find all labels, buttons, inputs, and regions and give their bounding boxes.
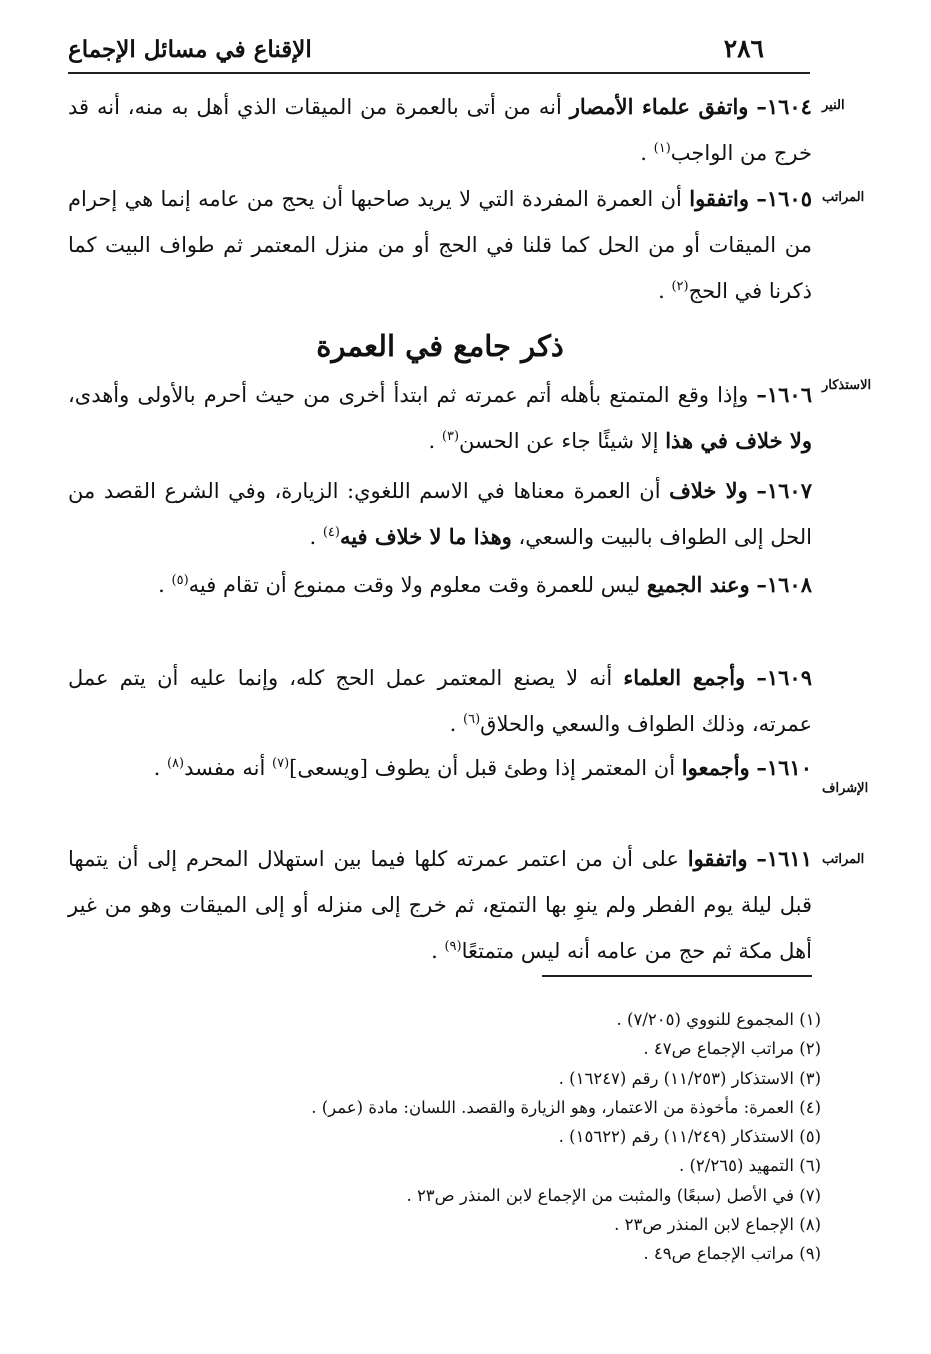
entry-text: أن العمرة المفردة التي لا يريد صاحبها أن يحج من عامه إنما هي إحرام من الميقات أو من الحل كما قلنا في الحج أو من منزل المعتمر ثم طواف البيت كما ذكرنا في الحج [68,187,812,303]
footnote-ref: (٨) [166,756,185,771]
footnote: (٦) التمهيد (٢/٢٦٥) . [678,1156,821,1176]
entry-number: ١٦١٠– [756,755,812,780]
entry-number: ١٦٠٧– [756,478,812,503]
footnote-ref: (١) [653,141,671,156]
footnote-ref: (٩) [444,939,462,954]
footnotes [121,1005,821,1269]
entry-text: أنه لا يصنع المعتمر عمل الحج كله، وإنما عليه أن يتم عمل عمرته، وذلك الطواف والسعي والحلاق [68,666,812,736]
entry-key-phrase: واتفقوا [687,846,748,871]
footnote: (٨) الإجماع لابن المنذر ص٢٣ . [614,1215,821,1235]
entry-text: أن المعتمر إذا وطئ قبل أن يطوف [ويسعى] [289,756,676,780]
section-title: ذكر جامع في العمرة [316,329,564,363]
footnote-ref: (٤) [322,525,340,540]
footnote: (١) المجموع للنووي (٧/٢٠٥) . [616,1010,821,1029]
entry-tail: . [428,429,436,453]
entry-text: وإذا وقع المتمتع بأهله أتم عمرته ثم ابتدأ أخرى من حيث أحرم بالأولى وأهدى، [68,383,749,407]
footnote-ref: (٦) [463,712,481,727]
margin-source-label: المراتب [822,190,865,205]
entry-key-phrase: واتفقوا [689,186,749,211]
ijma-entry [68,176,812,314]
footnote-ref: (٧) [272,756,290,771]
ijma-entry [68,745,812,791]
entry-key-phrase: وهذا ما لا خلاف فيه [339,524,512,549]
entry-tail: . [658,279,665,303]
footnote: (٢) مراتب الإجماع ص٤٧ . [643,1039,821,1059]
footnote: (٩) مراتب الإجماع ص٤٩ . [643,1244,821,1264]
ijma-entry [68,372,812,464]
footnote: (٤) العمرة: مأخوذة من الاعتمار، وهو الزيارة والقصد. اللسان: مادة (عمر) . [311,1097,821,1117]
entry-key-phrase: وأجمع العلماء [623,665,746,690]
entry-number: ١٦٠٨– [756,572,812,597]
entry-tail: . [449,712,457,736]
ijma-entry [68,836,812,974]
ijma-entry [68,655,812,747]
entry-number: ١٦١١– [756,846,812,871]
entry-tail: . [431,939,438,963]
entry-key-phrase: ولا خلاف في هذا [665,428,812,453]
entry-text: أنه مفسد [184,756,266,780]
entry-key-phrase: وأجمعوا [681,755,750,780]
margin-source-label: الإشراف [822,781,869,796]
entry-tail: . [309,525,317,549]
entry-key-phrase: ولا خلاف [669,478,748,503]
ijma-entry [68,468,812,560]
entry-number: ١٦٠٥– [756,186,812,211]
ijma-entry [68,84,812,176]
entry-text: أنه من أتى بالعمرة من الميقات الذي أهل به منه، أنه قد خرج من الواجب [68,95,812,165]
entry-text: إلا شيئًا جاء عن الحسن [459,429,659,453]
entry-key-phrase: واتفق علماء الأمصار [569,94,749,119]
footnote-ref: (٥) [171,573,189,588]
footnote: (٥) الاستذكار (١١/٢٤٩) رقم (١٥٦٢٢) . [558,1127,821,1147]
footnote-ref: (٢) [671,279,689,294]
footnote-ref: (٣) [441,429,460,444]
entry-number: ١٦٠٦– [756,382,812,407]
page-header [68,32,810,74]
entry-text: أن العمرة معناها في الاسم اللغوي: الزيارة، وفي الشرع القصد من الحل إلى الطواف بالبيت والسعي، [68,479,812,549]
margin-source-label: النير [822,98,845,113]
footnote: (٧) في الأصل (سبعًا) والمثبت من الإجماع لابن المنذر ص٢٣ . [406,1185,821,1205]
ijma-entry [68,562,812,608]
margin-source-label: الاستذكار [822,378,872,393]
entry-text: على أن من اعتمر عمرته كلها فيما بين استهلال المحرم إلى أن يتمها قبل ليلة يوم الفطر ولم ينوِ بها التمتع، ثم خرج إلى منزله أو إلى الميقات وهو من غير أهل مكة ثم حج من عامه أنه ليس متمتعًا [68,847,812,963]
entry-number: ١٦٠٩– [756,665,812,690]
page-number: ٢٨٦ [716,34,772,63]
entry-key-phrase: وعند الجميع [646,572,750,597]
entry-tail: . [640,141,647,165]
entry-tail: . [158,573,165,597]
footnote: (٣) الاستذكار (١١/٢٥٣) رقم (١٦٢٤٧) . [558,1068,821,1088]
entry-tail: . [153,756,161,780]
book-title: الإقناع في مسائل الإجماع [68,36,322,63]
footnote-separator [542,975,812,977]
entry-number: ١٦٠٤– [756,94,812,119]
entry-text: ليس للعمرة وقت معلوم ولا وقت ممنوع أن تقام فيه [188,573,641,597]
margin-source-label: المراتب [822,852,865,867]
